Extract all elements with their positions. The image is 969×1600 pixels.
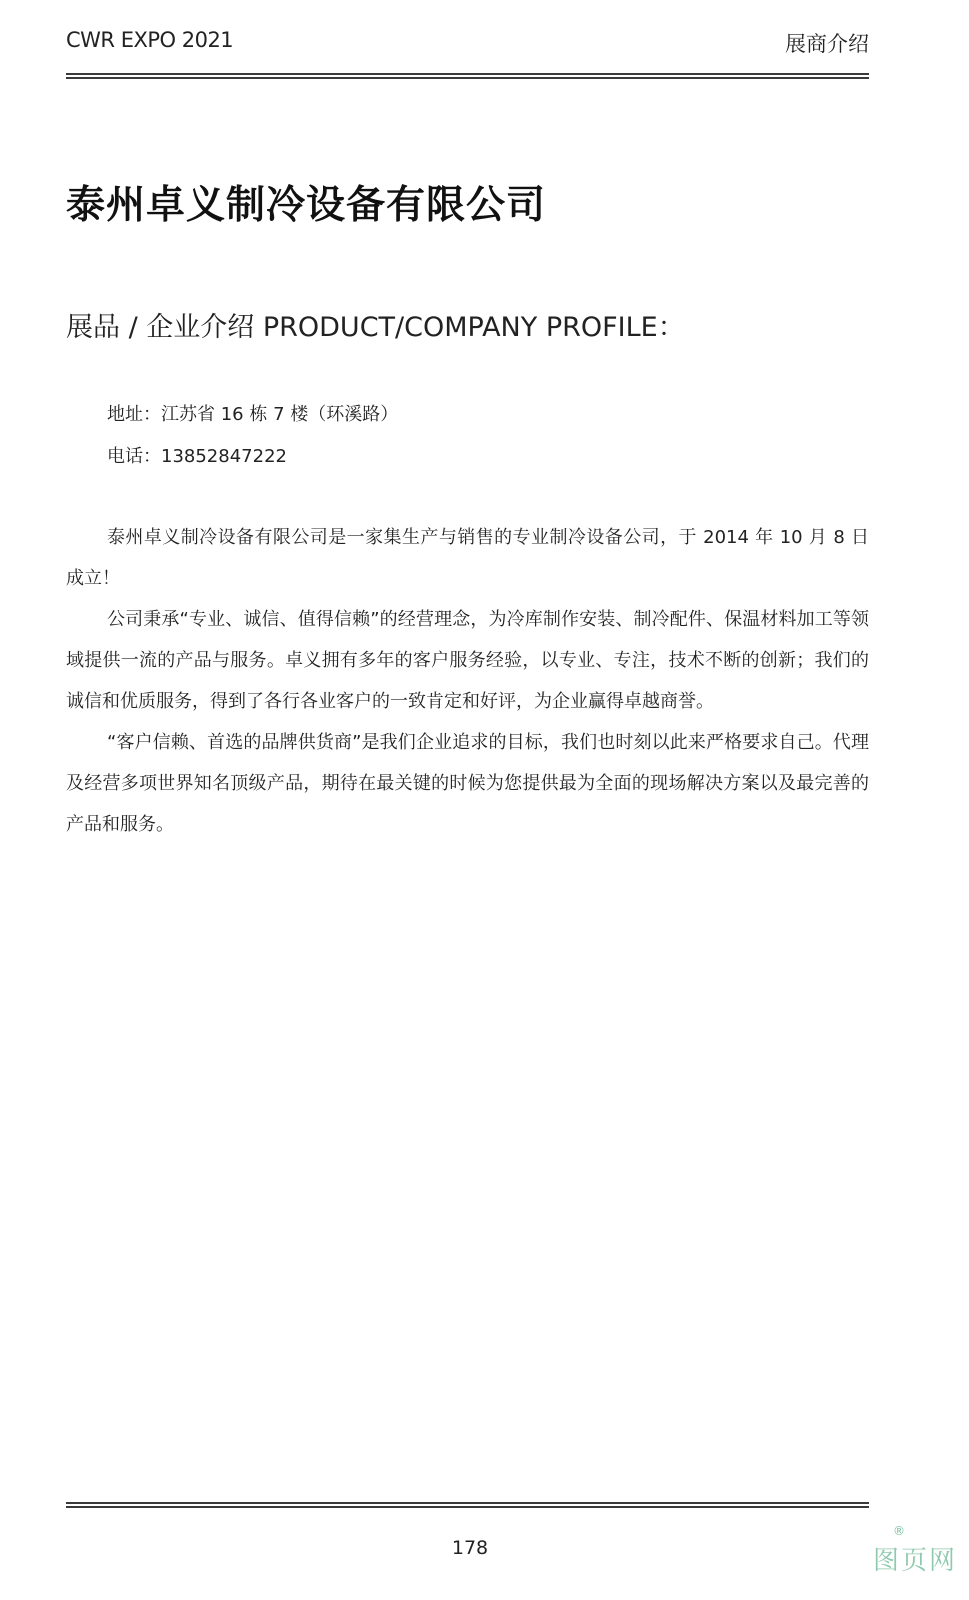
header-expo-title: CWR EXPO 2021 — [66, 28, 234, 52]
header-section-label: 展商介绍 — [785, 32, 869, 56]
page-number: 178 — [451, 1537, 489, 1559]
contact-address: 地址：江苏省 16 栋 7 楼（环溪路） — [107, 404, 399, 425]
footer-divider — [66, 1502, 869, 1508]
profile-paragraph: 泰州卓义制冷设备有限公司是一家集生产与销售的专业制冷设备公司，于 2014 年 10 月 8 日成立！ — [66, 527, 869, 589]
watermark-registered-mark: ® — [893, 1524, 905, 1538]
header-divider — [66, 73, 869, 79]
profile-paragraph: 公司秉承“专业、诚信、值得信赖”的经营理念，为冷库制作安装、制冷配件、保温材料加工等领域提供一流的产品与服务。卓义拥有多年的客户服务经验，以专业、专注，技术不断的创新；我们的诚信和优质服务，得到了各行各业客户的一致肯定和好评，为企业赢得卓越商誉。 — [66, 609, 869, 712]
profile-body — [66, 517, 869, 845]
section-title: 展品 / 企业介绍 PRODUCT/COMPANY PROFILE： — [66, 312, 685, 343]
company-name: 泰州卓义制冷设备有限公司 — [66, 183, 547, 228]
contact-phone: 电话：13852847222 — [107, 446, 287, 467]
profile-paragraph: “客户信赖、首选的品牌供货商”是我们企业追求的目标，我们也时刻以此来严格要求自己。代理及经营多项世界知名顶级产品，期待在最关键的时候为您提供最为全面的现场解决方案以及最完善的产品和服务。 — [66, 732, 869, 835]
watermark-logo: 图页网 — [872, 1546, 957, 1576]
